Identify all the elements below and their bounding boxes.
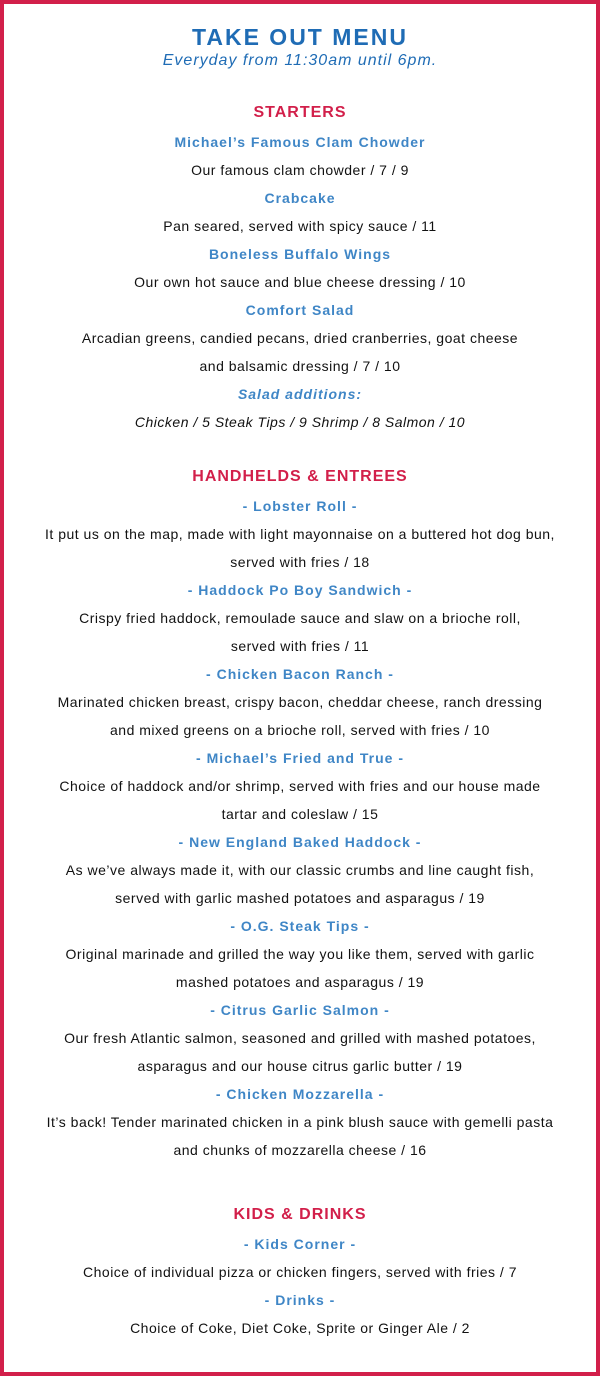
item-name-steak-tips: - O.G. Steak Tips - xyxy=(230,918,370,934)
item-desc-citrus-garlic-salmon-line-2: asparagus and our house citrus garlic butter / 19 xyxy=(137,1058,463,1074)
item-desc-comfort-salad-line-2: and balsamic dressing / 7 / 10 xyxy=(199,358,401,374)
item-name-kids-corner: - Kids Corner - xyxy=(243,1236,357,1252)
item-name-citrus-garlic-salmon: - Citrus Garlic Salmon - xyxy=(210,1002,390,1018)
item-name-buffalo-wings: Boneless Buffalo Wings xyxy=(208,246,392,262)
item-name-chicken-mozzarella: - Chicken Mozzarella - xyxy=(215,1086,385,1102)
section-heading-starters: STARTERS xyxy=(253,104,347,121)
item-desc-lobster-roll-line-1: It put us on the map, made with light mayonnaise on a buttered hot dog bun, xyxy=(45,526,555,542)
item-name-salad-additions: Salad additions: xyxy=(237,386,363,402)
item-desc-drinks: Choice of Coke, Diet Coke, Sprite or Ginger Ale / 2 xyxy=(130,1320,470,1336)
item-desc-haddock-po-boy-line-1: Crispy fried haddock, remoulade sauce and slaw on a brioche roll, xyxy=(79,610,521,626)
item-desc-chicken-bacon-ranch-line-2: and mixed greens on a brioche roll, served with fries / 10 xyxy=(110,722,490,738)
item-desc-fried-and-true-line-2: tartar and coleslaw / 15 xyxy=(221,806,379,822)
item-desc-steak-tips-line-1: Original marinade and grilled the way you like them, served with garlic xyxy=(65,946,535,962)
item-desc-baked-haddock-line-2: served with garlic mashed potatoes and asparagus / 19 xyxy=(115,890,485,906)
item-name-fried-and-true: - Michael’s Fried and True - xyxy=(196,750,404,766)
item-desc-chicken-mozzarella-line-2: and chunks of mozzarella cheese / 16 xyxy=(173,1142,427,1158)
item-desc-comfort-salad-line-1: Arcadian greens, candied pecans, dried cranberries, goat cheese xyxy=(81,330,519,346)
item-desc-crabcake: Pan seared, served with spicy sauce / 11 xyxy=(163,218,437,234)
menu-hours: Everyday from 11:30am until 6pm. xyxy=(162,52,438,69)
item-name-lobster-roll: - Lobster Roll - xyxy=(242,498,358,514)
item-desc-kids-corner: Choice of individual pizza or chicken fingers, served with fries / 7 xyxy=(83,1264,517,1280)
item-desc-salad-additions: Chicken / 5 Steak Tips / 9 Shrimp / 8 Salmon / 10 xyxy=(134,414,466,430)
item-name-haddock-po-boy: - Haddock Po Boy Sandwich - xyxy=(187,582,413,598)
item-desc-chicken-mozzarella-line-1: It’s back! Tender marinated chicken in a pink blush sauce with gemelli pasta xyxy=(46,1114,554,1130)
item-name-crabcake: Crabcake xyxy=(264,190,336,206)
item-name-clam-chowder: Michael’s Famous Clam Chowder xyxy=(174,134,426,150)
item-desc-citrus-garlic-salmon-line-1: Our fresh Atlantic salmon, seasoned and grilled with mashed potatoes, xyxy=(64,1030,536,1046)
item-name-comfort-salad: Comfort Salad xyxy=(245,302,355,318)
menu-title: TAKE OUT MENU xyxy=(192,24,408,50)
item-desc-baked-haddock-line-1: As we’ve always made it, with our classic crumbs and line caught fish, xyxy=(65,862,535,878)
item-name-drinks: - Drinks - xyxy=(264,1292,336,1308)
item-desc-steak-tips-line-2: mashed potatoes and asparagus / 19 xyxy=(175,974,425,990)
item-desc-fried-and-true-line-1: Choice of haddock and/or shrimp, served with fries and our house made xyxy=(59,778,541,794)
item-desc-chicken-bacon-ranch-line-1: Marinated chicken breast, crispy bacon, cheddar cheese, ranch dressing xyxy=(57,694,543,710)
item-desc-lobster-roll-line-2: served with fries / 18 xyxy=(230,554,370,570)
section-heading-entrees: HANDHELDS & ENTREES xyxy=(192,468,408,485)
item-desc-buffalo-wings: Our own hot sauce and blue cheese dressing / 10 xyxy=(134,274,466,290)
item-name-chicken-bacon-ranch: - Chicken Bacon Ranch - xyxy=(206,666,394,682)
item-name-baked-haddock: - New England Baked Haddock - xyxy=(178,834,422,850)
section-heading-kids-drinks: KIDS & DRINKS xyxy=(233,1206,367,1223)
item-desc-haddock-po-boy-line-2: served with fries / 11 xyxy=(230,638,370,654)
item-desc-clam-chowder: Our famous clam chowder / 7 / 9 xyxy=(191,162,409,178)
